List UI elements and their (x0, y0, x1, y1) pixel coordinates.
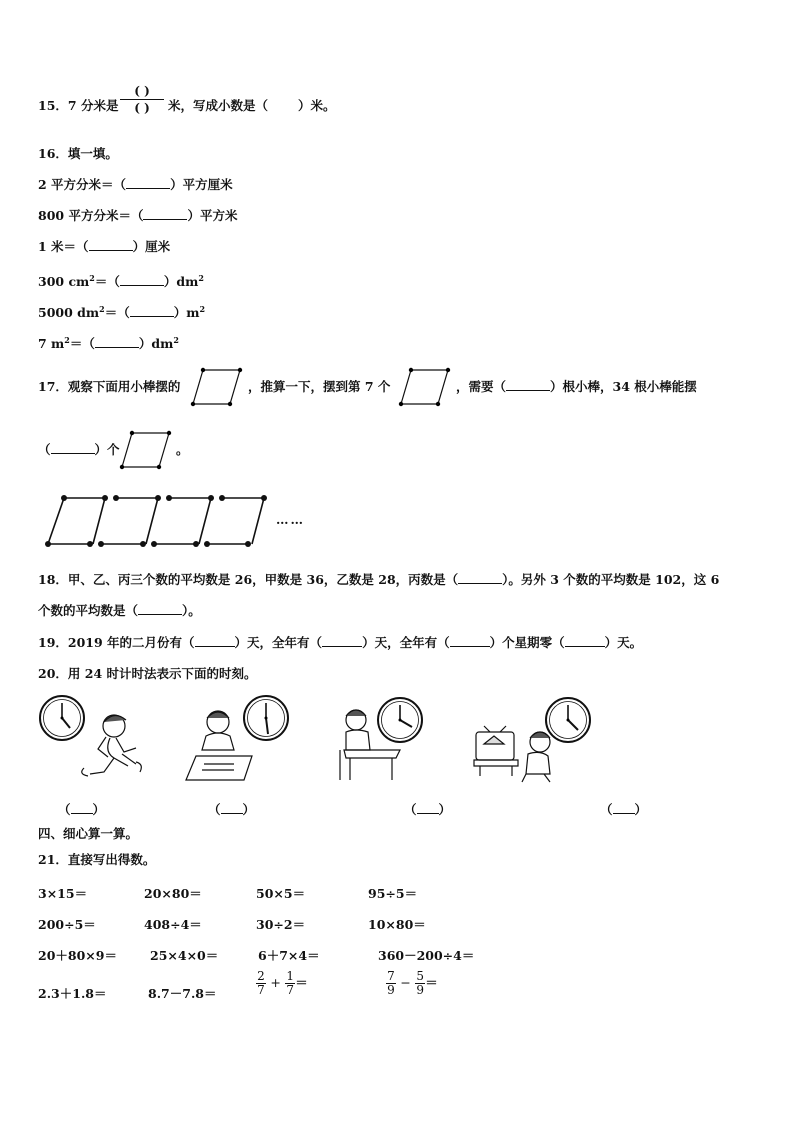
q15-mid: 米，写成小数是（ (168, 98, 269, 113)
q16-line-5: 5000 $dm^2=$（ ）$m^2$ (38, 304, 206, 321)
answer-blank[interactable] (506, 380, 550, 391)
calc-item: 25×4×0＝ (150, 948, 219, 963)
q16-line-4: 300 $cm^2=$（ ）$dm^2$ (38, 273, 204, 290)
q17-text-g: 。 (176, 442, 189, 457)
answer-blank[interactable] (51, 443, 95, 454)
answer-blank[interactable] (95, 337, 139, 348)
q17-ellipsis: …… (276, 512, 305, 527)
clock-icon (40, 696, 84, 740)
calc-item: 200÷5＝ (38, 917, 96, 932)
q20-answer-4: （ ） (600, 802, 648, 817)
answer-blank[interactable] (450, 636, 490, 647)
q18-line-2: 个数的平均数是（ ）。 (38, 603, 201, 618)
calc-item: 6＋7×4＝ (258, 948, 320, 963)
answer-blank[interactable] (322, 636, 362, 647)
answer-blank[interactable] (195, 636, 235, 647)
answer-blank[interactable] (613, 803, 635, 814)
calc-item: 8.7－7.8＝ (148, 986, 217, 1001)
answer-blank[interactable] (126, 178, 170, 189)
calc-item: 30÷2＝ (256, 917, 306, 932)
parallelogram-icon (190, 366, 246, 408)
clock-icon (378, 698, 422, 742)
q15-prefix: 15．7 分米是 (38, 98, 119, 113)
fraction: $\frac{7}{9}$ (387, 969, 395, 997)
q19-line: 19．2019 年的二月份有（ ）天，全年有（ ）天，全年有（ ）个星期零（ ）天。 (38, 635, 643, 650)
calc-item: 360－200÷4＝ (378, 948, 475, 963)
answer-blank[interactable] (143, 209, 187, 220)
fraction-sum-item: $\frac{2}{7}$ + $\frac{1}{7}$ ＝ (257, 969, 308, 997)
q15-rest (168, 98, 336, 114)
q16-line-2: 800 平方分米＝（ ）平方米 (38, 208, 238, 223)
answer-blank[interactable] (130, 306, 174, 317)
q15-frac-top: ( ) (134, 84, 150, 98)
answer-blank[interactable] (458, 573, 502, 584)
schoolboy-desk-clock-illustration (334, 694, 428, 786)
clock-icon (546, 698, 590, 742)
section-4-heading: 四、细心算一算。 (38, 826, 139, 841)
q15-frac-bottom: ( ) (134, 101, 150, 115)
q15-line (38, 98, 118, 114)
stick-parallelogram-chain (40, 492, 280, 554)
answer-blank[interactable] (89, 240, 133, 251)
q21-title: 21．直接写出得数。 (38, 852, 156, 867)
q17-text-a: 17．观察下面用小棒摆的 (38, 379, 181, 394)
calc-item: 3×15＝ (38, 886, 88, 901)
q16-line-1: 2 平方分米＝（ ）平方厘米 (38, 177, 233, 192)
calc-item: 10×80＝ (368, 917, 426, 932)
q17-text-e: （ ）个 (38, 442, 120, 457)
q17-text-c: ，需要（ ）根小棒，34 根小棒能摆 (456, 379, 697, 394)
fraction: $\frac{2}{7}$ (257, 969, 265, 997)
parallelogram-icon (119, 429, 175, 471)
answer-blank[interactable] (138, 604, 182, 615)
q16-title: 16．填一填。 (38, 146, 118, 161)
answer-blank[interactable] (565, 636, 605, 647)
fraction-difference-item: $\frac{7}{9}$ − $\frac{5}{9}$ ＝ (387, 969, 438, 997)
running-boy-clock-illustration (36, 694, 166, 786)
q15-frac-bar (120, 99, 164, 100)
q17-text-b: ，推算一下，摆到第 7 个 (248, 379, 391, 394)
calc-item: 95÷5＝ (368, 886, 418, 901)
q15-suffix: ）米。 (298, 98, 336, 113)
q16-line-6: 7 $m^2=$（ ）$dm^2$ (38, 335, 179, 352)
q15-fraction (120, 84, 164, 115)
calc-item: 408÷4＝ (144, 917, 202, 932)
fraction: $\frac{1}{7}$ (286, 969, 295, 997)
q20-title: 20．用 24 时计时法表示下面的时刻。 (38, 666, 257, 681)
q20-answer-3: （ ） (404, 802, 452, 817)
calc-item: 50×5＝ (256, 886, 306, 901)
answer-blank[interactable] (221, 803, 243, 814)
answer-blank[interactable] (120, 275, 164, 286)
clock-icon (244, 696, 288, 740)
boy-watching-tv-clock-illustration (470, 694, 594, 786)
q20-answer-1: （ ） (58, 802, 106, 817)
answer-blank[interactable] (71, 803, 93, 814)
answer-blank[interactable] (417, 803, 439, 814)
fraction: $\frac{5}{9}$ (416, 969, 425, 997)
calc-item: 20＋80×9＝ (38, 948, 117, 963)
q16-line-3: 1 米＝（ ）厘米 (38, 239, 171, 254)
q20-answer-2: （ ） (208, 802, 256, 817)
q18-line-1: 18．甲、乙、丙三个数的平均数是 26，甲数是 36，乙数是 28，丙数是（ ）。另外 3 个数的平均数是 102，这 6 (38, 572, 720, 587)
calc-item: 2.3＋1.8＝ (38, 986, 107, 1001)
parallelogram-icon (398, 366, 454, 408)
calc-item: 20×80＝ (144, 886, 202, 901)
studying-boy-clock-illustration (182, 694, 298, 786)
